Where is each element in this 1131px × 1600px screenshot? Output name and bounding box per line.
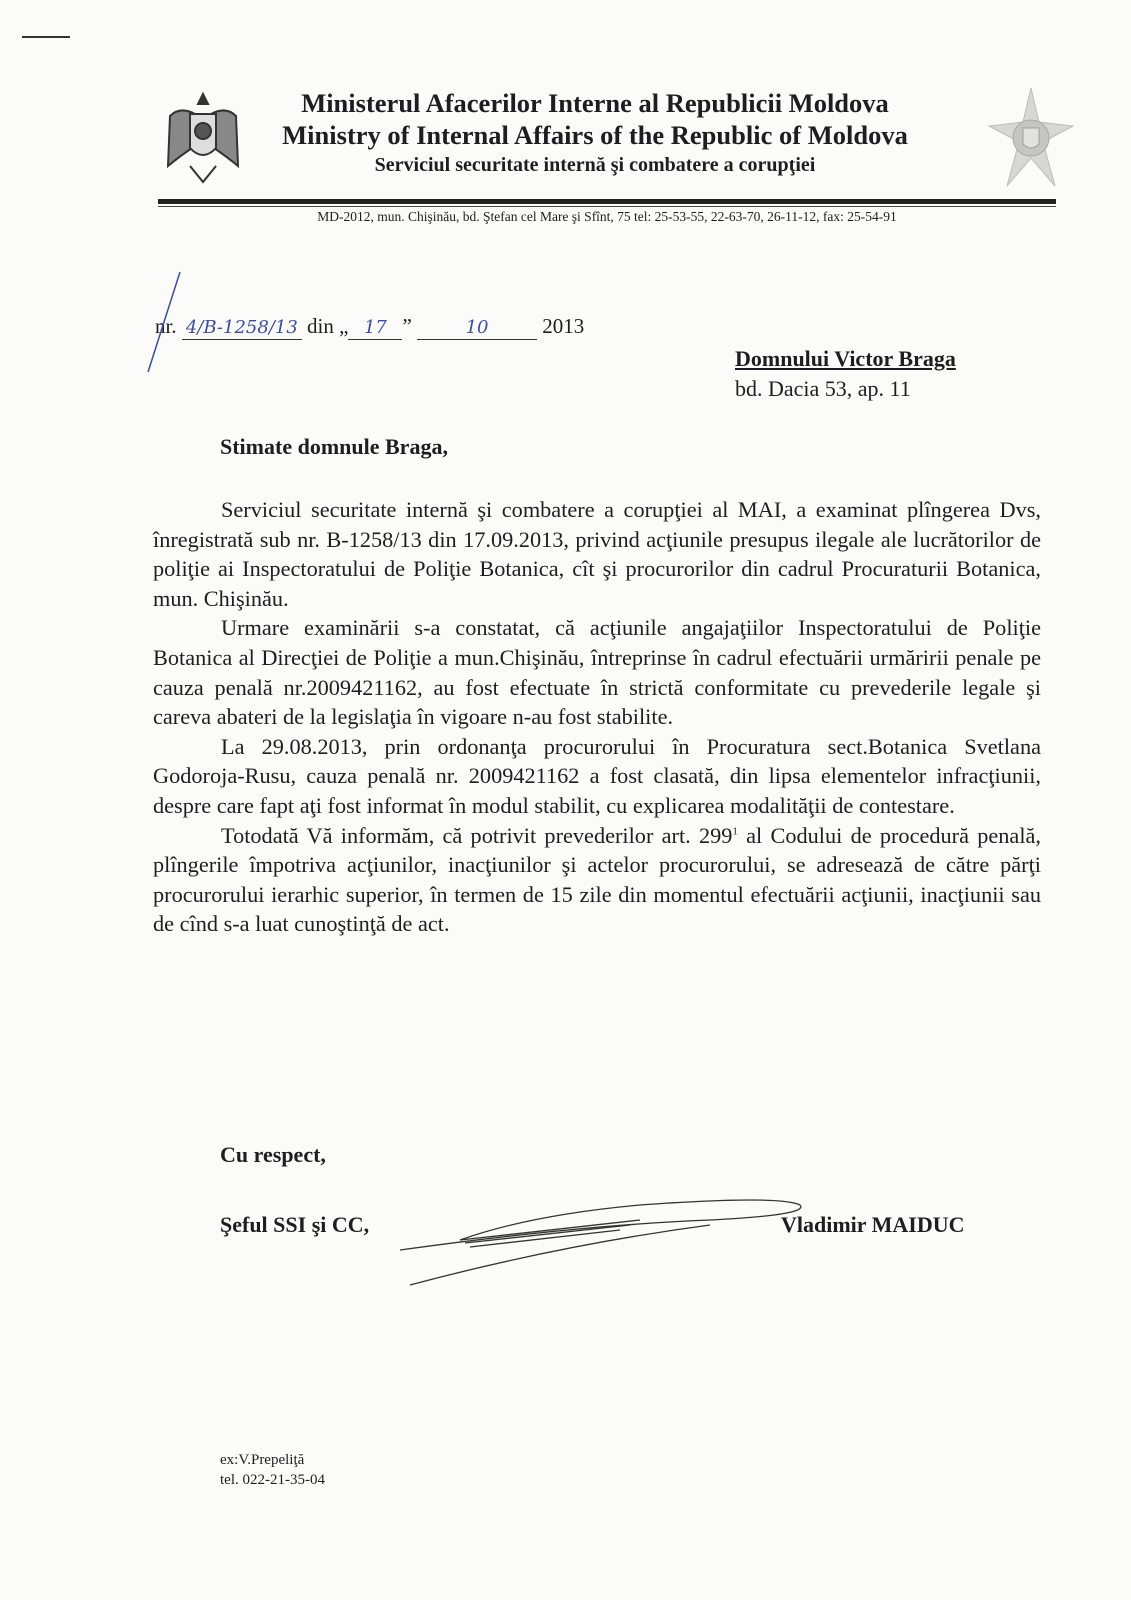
executor-phone: tel. 022-21-35-04 bbox=[220, 1472, 325, 1488]
paragraph: Serviciul securitate internă şi combatere a corupţiei al MAI, a examinat plîngerea Dvs, înregistrată sub nr. B-1258/13 din 17.09.2013, privind acţiunile presupus ilegale ale lucrătorilor de poliţie ai Inspectoratului de Poliţie Botanica, cît şi procurorilor din cadrul Procuraturii Botanica, mun. Chişinău. bbox=[153, 497, 1041, 611]
scan-mark bbox=[22, 36, 70, 38]
paragraph: La 29.08.2013, prin ordonanţa procurorului în Procuratura sect.Botanica Svetlana Godoroja-Rusu, cauza penală nr. 2009421162 a fost clasată, din lipsa elementelor infracţiunii, despre care fapt aţi fost informat în modul stabilit, cu explicarea modalităţii de contestare. bbox=[153, 733, 1041, 818]
reference-number: 4/B-1258/13 bbox=[182, 317, 302, 340]
superscript: 1 bbox=[732, 825, 738, 838]
police-star-emblem-icon bbox=[985, 86, 1077, 196]
recipient-name: Domnului Victor Braga bbox=[735, 346, 956, 371]
handwritten-strokes bbox=[140, 262, 290, 382]
letter-body bbox=[153, 495, 1041, 939]
ministry-name-en: Ministry of Internal Affairs of the Republic of Moldova bbox=[282, 120, 908, 150]
reference-month: 10 bbox=[417, 317, 537, 340]
moldova-coat-of-arms-icon bbox=[160, 86, 246, 186]
header-address: MD-2012, mun. Chişinău, bd. Ştefan cel Mare şi Sfînt, 75 tel: 25-53-55, 22-63-70, 26-11-12, fax: 25-54-91 bbox=[317, 209, 897, 224]
nr-label: nr. bbox=[155, 314, 177, 338]
paragraph: Urmare examinării s-a constatat, că acţiunile angajaţiilor Inspectoratului de Poliţie Botanica al Direcţiei de Poliţie a mun.Chişinău, întreprinse în cadrul efectuării urmăririi penale pe cauza penală nr.2009421162, au fost efectuate în strictă conformitate cu prevederile legale şi careva abateri de la legislaţia în vigoare n-au fost stabilite. bbox=[153, 615, 1041, 730]
header-rule bbox=[158, 199, 1056, 204]
paragraph-text: al Codului de procedură penală, plîngerile împotriva acţiunilor, inacţiunilor şi actelor procurorului, se adresează de către părţi procurorului ierarhic superior, în termen de 15 zile din momentul efectuării acţiunii, inacţiunii sau de cînd s-a luat cunoştinţă de act. bbox=[153, 822, 1041, 937]
header-rule-thin bbox=[158, 206, 1056, 207]
salutation: Stimate domnule Braga, bbox=[220, 434, 448, 459]
din-label: din „ bbox=[307, 314, 349, 338]
close-quote: ” bbox=[402, 314, 412, 338]
recipient-address: bd. Dacia 53, ap. 11 bbox=[735, 376, 911, 401]
paragraph-text: Totodată Vă informăm, că potrivit prevederilor art. 299 bbox=[221, 822, 733, 848]
executor-name: ex:V.Prepeliţă bbox=[220, 1452, 305, 1468]
signer-name: Vladimir MAIDUC bbox=[781, 1212, 965, 1237]
closing: Cu respect, bbox=[220, 1142, 326, 1167]
service-name: Serviciul securitate internă şi combatere a corupţiei bbox=[374, 154, 816, 176]
reference-year: 2013 bbox=[542, 314, 585, 338]
paragraph bbox=[153, 821, 1041, 939]
signer-title: Şeful SSI şi CC, bbox=[220, 1212, 370, 1237]
ministry-name-ro: Ministerul Afacerilor Interne al Republicii Moldova bbox=[301, 88, 889, 118]
signature bbox=[380, 1185, 820, 1295]
reference-day: 17 bbox=[348, 317, 402, 340]
executor-info bbox=[220, 1450, 325, 1490]
